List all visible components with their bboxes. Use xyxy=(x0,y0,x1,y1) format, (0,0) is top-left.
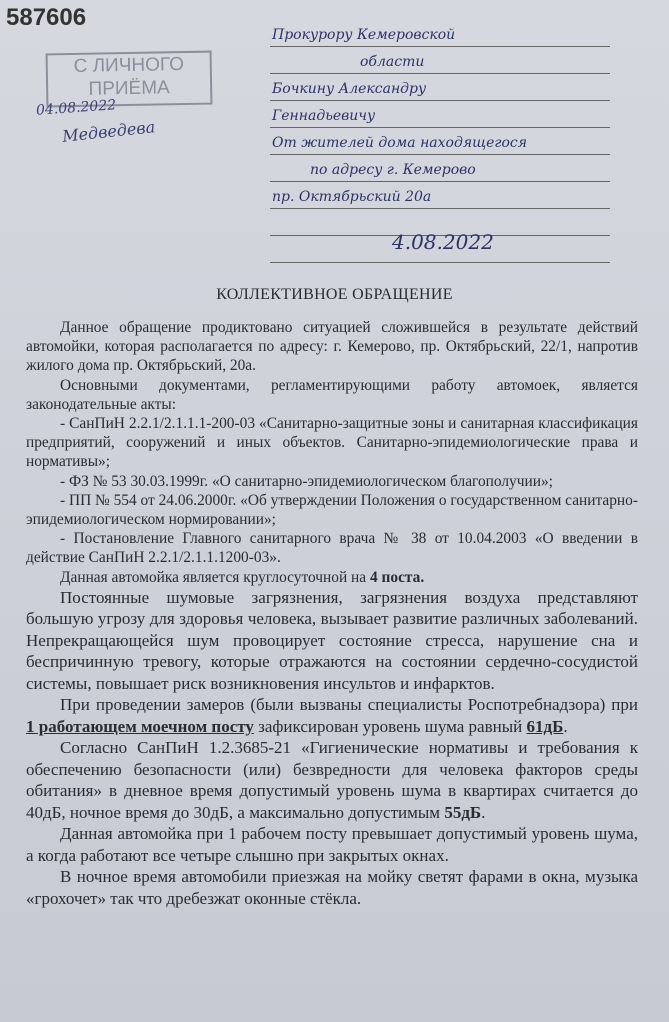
paragraph: Согласно СанПиН 1.2.3685-21 «Гигиенические нормативы и требования к обеспечению безопасности (или) безвредности для человека факторов среды обитания» в дневное время допустимый уровень шума в квартирах считается до 40дБ, ночное время до 30дБ, а максимально допустимым 55дБ. xyxy=(26,738,638,822)
measured-noise-value: 61дБ xyxy=(526,716,564,736)
paragraph: Данное обращение продиктовано ситуацией сложившейся в результате действий автомойки, которая располагается по адресу: г. Кемерово, пр. Октябрьский, 22/1, напротив жилого дома пр. Октябрьский, 20а. xyxy=(26,319,638,375)
list-item: - СанПиН 2.2.1/2.1.1.1-200-03 «Санитарно-защитные зоны и санитарная классификация предприятий, сооружений и иных объектов. Санитарно-эпидемиологические права и нормативы»; xyxy=(26,415,638,471)
stamp-line-2: ПРИЁМА xyxy=(88,77,170,100)
addressee-line: Прокурору Кемеровской xyxy=(270,20,610,47)
document-body xyxy=(26,318,638,909)
paragraph: В ночное время автомобили приезжая на мойку светят фарами в окна, музыка «грохочет» так что дребезжат оконные стёкла. xyxy=(26,867,638,908)
paragraph: Данная автомойка является круглосуточной на 4 поста. xyxy=(60,568,425,586)
stamp-date: 04.08.2022 xyxy=(35,97,117,119)
reception-stamp xyxy=(46,51,213,108)
addressee-line: области xyxy=(270,47,610,74)
list-item: - ФЗ № 53 30.03.1999г. «О санитарно-эпидемиологическом благополучии»; xyxy=(60,472,553,490)
paragraph: Основными документами, регламентирующими работу автомоек, является законодательные акты: xyxy=(26,376,638,413)
list-item: - ПП № 554 от 24.06.2000г. «Об утверждении Положения о государственном санитарно-эпидемиологическом нормировании»; xyxy=(26,491,638,529)
max-noise-value: 55дБ xyxy=(444,802,482,822)
document-title: КОЛЛЕКТИВНОЕ ОБРАЩЕНИЕ xyxy=(216,286,453,303)
addressee-line: пр. Октябрьский 20а xyxy=(270,182,610,209)
addressee-line: Геннадьевичу xyxy=(270,101,610,128)
addressee-line: От жителей дома находящегося xyxy=(270,128,610,155)
posts-count: 4 поста. xyxy=(369,568,425,586)
handwritten-date: 4.08.2022 xyxy=(392,230,494,254)
list-item: - Постановление Главного санитарного врача № 38 от 10.04.2003 «О введении в действие СанПиН 2.2.1/2.1.1.1200-03». xyxy=(26,530,638,567)
stamp-line-1: С ЛИЧНОГО xyxy=(73,54,185,77)
paragraph: При проведении замеров (были вызваны специалисты Роспотребнадзора) при 1 работающем моечном посту зафиксирован уровень шума равный 61дБ. xyxy=(26,695,638,736)
one-post-emphasis: 1 работающем моечном посту xyxy=(26,716,254,736)
addressee-line: Бочкину Александру xyxy=(270,74,610,101)
stamp-signature: Медведева xyxy=(61,117,156,146)
paragraph: Данная автомойка при 1 рабочем посту превышает допустимый уровень шума, а когда работают все четыре слышно при закрытых окнах. xyxy=(26,824,638,865)
paragraph: Постоянные шумовые загрязнения, загрязнения воздуха представляют большую угрозу для здоровья человека, вызывает развитие различных заболеваний. Непрекращающейся шум провоцирует состояние стресса, нарушение сна и беспричинную тревогу, которые отражаются на состоянии сердечно-сосудистой системы, повышает риск возникновения инсультов и инфарктов. xyxy=(26,587,638,693)
registration-number: 587606 xyxy=(6,4,87,31)
addressee-line: по адресу г. Кемерово xyxy=(270,155,610,182)
addressee-block xyxy=(270,20,610,263)
